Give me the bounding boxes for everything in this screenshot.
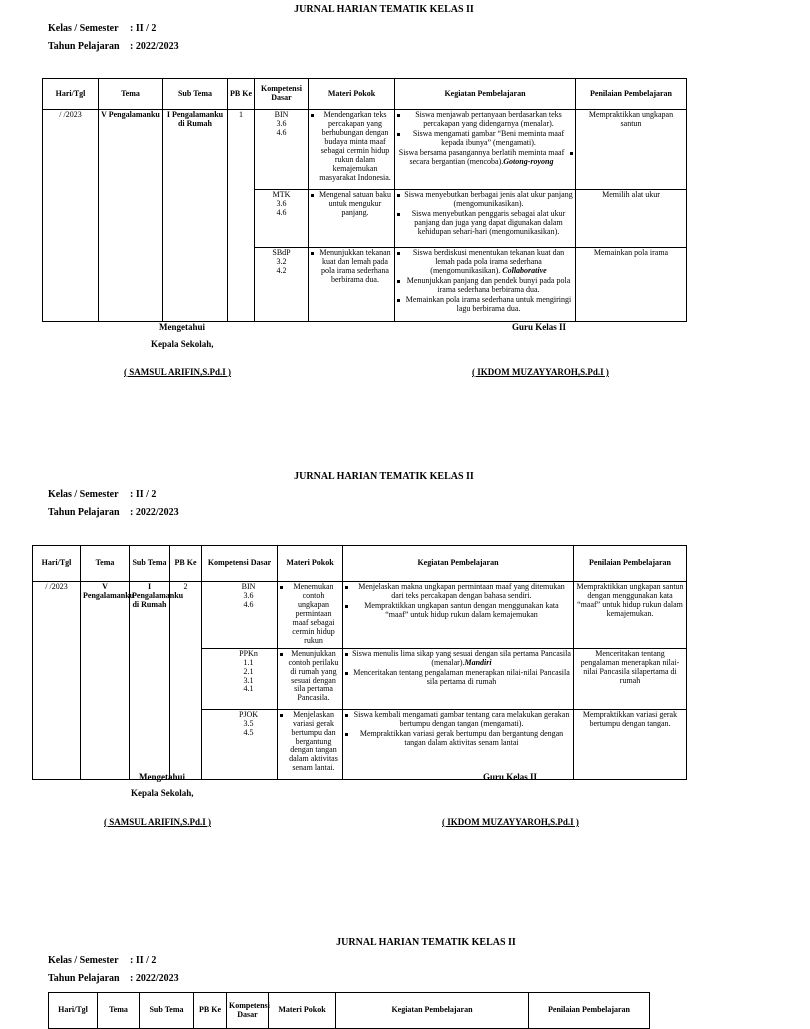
kepsek-name: ( SAMSUL ARIFIN,S.Pd.I ) <box>104 817 212 827</box>
kegiatan-item <box>397 277 573 295</box>
guru-kelas-label: Guru Kelas II <box>512 322 567 332</box>
cell-kegiatan <box>343 709 574 779</box>
kepala-sekolah-label: Kepala Sekolah, <box>131 788 194 798</box>
kegiatan-text: Siswa mengamati gambar “Beni meminta maaf kepada ibunya” (mengamati). <box>412 128 565 147</box>
kegiatan-text: Siswa menyebutkan berbagai jenis alat ukur panjang (mengomunikasikan). <box>404 190 573 208</box>
journal-1-title: JURNAL HARIAN TEMATIK KELAS II <box>294 4 474 15</box>
kegiatan-item <box>345 669 571 687</box>
cell-kd <box>255 190 309 248</box>
guru-name: ( IKDOM MUZAYYAROH,S.Pd.I ) <box>442 817 579 827</box>
header-kegiatan: Kegiatan Pembelajaran <box>395 79 576 110</box>
header-penilaian: Penilaian Pembelajaran <box>576 79 687 110</box>
kelas-label: Kelas / Semester <box>48 955 119 966</box>
kd-line: 3.6 <box>276 118 287 128</box>
cell-hari: / /2023 <box>43 110 99 322</box>
journal-1-tahun <box>48 41 179 52</box>
header-hari: Hari/Tgl <box>33 546 81 582</box>
cell-materi <box>309 248 395 322</box>
cell-kd <box>202 582 278 649</box>
kegiatan-item <box>397 191 573 209</box>
kegiatan-item <box>397 296 573 314</box>
kegiatan-item <box>397 249 573 276</box>
header-materi: Materi Pokok <box>269 993 336 1029</box>
kd-line: 3.6 <box>276 198 287 208</box>
header-pb: PB Ke <box>194 993 227 1029</box>
table-row <box>43 110 687 190</box>
header-materi: Materi Pokok <box>309 79 395 110</box>
header-kd: Kompetensi Dasar <box>202 546 278 582</box>
journal-3-table <box>48 992 650 1029</box>
table-header-row <box>43 79 687 110</box>
cell-tema: V Pengalamanku <box>81 582 130 780</box>
kegiatan-emphasis: Gotong-royong <box>503 156 554 166</box>
cell-kd <box>202 648 278 709</box>
journal-1-table <box>42 78 687 322</box>
cell-kegiatan <box>343 582 574 649</box>
tahun-label: Tahun Pelajaran <box>48 973 120 984</box>
cell-penilaian: Menceritakan tentang pengalaman menerapkan nilai-nilai Pancasila silapertama di rumah <box>574 648 687 709</box>
kelas-label: Kelas / Semester <box>48 23 119 34</box>
kd-line: PJOK <box>238 709 259 719</box>
kd-line: BIN <box>274 110 289 119</box>
materi-text: Menunjukkan tekanan kuat dan lemah pada pola irama sederhana berbirama dua. <box>311 249 392 285</box>
kegiatan-item <box>345 711 571 729</box>
cell-kegiatan <box>395 190 576 248</box>
cell-materi <box>278 709 343 779</box>
kd-line: 4.6 <box>243 599 254 609</box>
cell-materi <box>278 582 343 649</box>
kd-line: SBdP <box>272 248 291 257</box>
journal-1-kelas <box>48 23 156 34</box>
tahun-label: Tahun Pelajaran <box>48 41 120 52</box>
cell-penilaian: Mempraktikkan variasi gerak bertumpu dengan tangan. <box>574 709 687 779</box>
kelas-value: : II / 2 <box>130 955 157 966</box>
header-kd: Kompetensi Dasar <box>227 993 269 1029</box>
kd-line: 3.6 <box>243 590 254 600</box>
header-pb: PB Ke <box>170 546 202 582</box>
kegiatan-item <box>397 130 573 148</box>
cell-penilaian: Mempraktikkan ungkapan santun <box>576 110 687 190</box>
tahun-label: Tahun Pelajaran <box>48 507 120 518</box>
kegiatan-text: Siswa menjawab pertanyaan berdasarkan teks percakapan yang didengarnya (menalar). <box>415 110 562 128</box>
journal-2-title: JURNAL HARIAN TEMATIK KELAS II <box>294 471 474 482</box>
journal-2-tahun <box>48 507 179 518</box>
kd-line: 3.5 <box>243 718 254 728</box>
kegiatan-text: Menceritakan tentang pengalaman menerapkan nilai-nilai Pancasila sila pertama di rumah <box>353 667 570 686</box>
cell-materi <box>278 648 343 709</box>
cell-hari: / /2023 <box>33 582 81 780</box>
journal-3-tahun <box>48 973 179 984</box>
header-hari: Hari/Tgl <box>49 993 98 1029</box>
kegiatan-item <box>345 730 571 748</box>
header-penilaian: Penilaian Pembelajaran <box>529 993 650 1029</box>
materi-text: Menemukan contoh ungkapan permintaan maaf sebagai cermin hidup rukun <box>280 583 340 646</box>
cell-materi <box>309 190 395 248</box>
kd-line: 4.1 <box>243 684 254 694</box>
kegiatan-item <box>397 210 573 237</box>
cell-penilaian: Mempraktikkan ungkapan santun dengan menggunakan kata “maaf” untuk hidup rukun dalam kemajemukan. <box>574 582 687 649</box>
table-header-row <box>49 993 650 1029</box>
kd-line: MTK <box>272 190 291 199</box>
kegiatan-item <box>397 111 573 129</box>
kepala-sekolah-label: Kepala Sekolah, <box>151 339 214 349</box>
kegiatan-text: Siswa menyebutkan penggaris sebagai alat ukur panjang dan juga yang dapat digunakan dalam kehidupan sehari-hari (mengomunikasikan). <box>411 208 566 236</box>
header-kegiatan: Kegiatan Pembelajaran <box>343 546 574 582</box>
mengetahui-label: Mengetahui <box>159 322 205 332</box>
kepsek-name: ( SAMSUL ARIFIN,S.Pd.I ) <box>124 367 232 377</box>
guru-name: ( IKDOM MUZAYYAROH,S.Pd.I ) <box>472 367 609 377</box>
tahun-value: : 2022/2023 <box>130 41 179 52</box>
journal-2-table <box>32 545 687 780</box>
kd-line: 1.1 <box>243 657 254 667</box>
cell-penilaian: Memilih alat ukur <box>576 190 687 248</box>
kd-line: 3.2 <box>276 256 287 266</box>
kd-line: 3.1 <box>243 675 254 685</box>
cell-kd <box>255 110 309 190</box>
kd-line: PPKn <box>239 648 258 658</box>
kegiatan-text: Menunjukkan panjang dan pendek bunyi pada pola irama sederhana berbirama dua. <box>406 275 571 294</box>
kegiatan-text: Siswa bersama pasangannya berlatih meminta maaf secara bergantian (mencoba). <box>398 147 565 166</box>
cell-kd <box>255 248 309 322</box>
journal-2-kelas <box>48 489 156 500</box>
header-kegiatan: Kegiatan Pembelajaran <box>336 993 529 1029</box>
kelas-label: Kelas / Semester <box>48 489 119 500</box>
header-subtema: Sub Tema <box>163 79 228 110</box>
header-hari: Hari/Tgl <box>43 79 99 110</box>
header-subtema: Sub Tema <box>130 546 170 582</box>
cell-kegiatan <box>395 248 576 322</box>
kegiatan-text: Mempraktikkan ungkapan santun dengan menggunakan kata “maaf” untuk hidup rukun dalam kemajemukan <box>364 600 559 619</box>
cell-kegiatan <box>343 648 574 709</box>
cell-tema: V Pengalamanku <box>99 110 163 322</box>
header-tema: Tema <box>81 546 130 582</box>
table-row <box>33 582 687 649</box>
kd-line: 2.1 <box>243 666 254 676</box>
cell-penilaian: Memainkan pola irama <box>576 248 687 322</box>
cell-kd <box>202 709 278 779</box>
mengetahui-label: Mengetahui <box>139 772 185 782</box>
materi-text: Mengenal satuan baku untuk mengukur panjang. <box>311 191 392 218</box>
header-tema: Tema <box>98 993 140 1029</box>
header-kd: Kompetensi Dasar <box>255 79 309 110</box>
header-pb: PB Ke <box>228 79 255 110</box>
journal-3-title: JURNAL HARIAN TEMATIK KELAS II <box>336 937 516 948</box>
materi-text: Menjelaskan variasi gerak bertumpu dan bergantung dengan tangan dalam aktivitas senam lantai. <box>280 711 340 774</box>
cell-materi <box>309 110 395 190</box>
tahun-value: : 2022/2023 <box>130 973 179 984</box>
header-materi: Materi Pokok <box>278 546 343 582</box>
materi-text: Mendengarkan teks percakapan yang berhubungan dengan budaya minta maaf sebagai cermin hidup rukun dalam kemajemukan masyarakat Indonesia. <box>311 111 392 183</box>
cell-pb: 2 <box>170 582 202 780</box>
header-tema: Tema <box>99 79 163 110</box>
kd-line: 4.6 <box>276 207 287 217</box>
kegiatan-text: Siswa berdiskusi menentukan tekanan kuat dan lemah pada pola irama sederhana (mengomunikasikan). <box>412 248 565 275</box>
kelas-value: : II / 2 <box>130 489 157 500</box>
kegiatan-text: Memainkan pola irama sederhana untuk mengiringi lagu berbirama dua. <box>405 294 572 313</box>
materi-text: Menunjukkan contoh perilaku di rumah yang sesuai dengan sila pertama Pancasila. <box>280 650 340 704</box>
cell-kegiatan <box>395 110 576 190</box>
kegiatan-item <box>345 602 571 620</box>
kegiatan-emphasis: Mandiri <box>464 657 492 667</box>
kegiatan-text: Menjelaskan makna ungkapan permintaan maaf yang ditemukan dari teks percakapan dengan bahasa sendiri. <box>358 582 565 600</box>
cell-subtema: I Pengalamanku di Rumah <box>163 110 228 322</box>
kegiatan-item <box>345 650 571 668</box>
kd-line: BIN <box>241 582 256 591</box>
cell-subtema: I Pengalamanku di Rumah <box>130 582 170 780</box>
kd-line: 4.6 <box>276 127 287 137</box>
kd-line: 4.5 <box>243 727 254 737</box>
header-penilaian: Penilaian Pembelajaran <box>574 546 687 582</box>
cell-pb: 1 <box>228 110 255 322</box>
kegiatan-emphasis: Collaborative <box>502 265 547 275</box>
kegiatan-text: Siswa menulis lima sikap yang sesuai dengan sila pertama Pancasila (menalar). <box>352 648 571 667</box>
kegiatan-item <box>397 149 573 167</box>
guru-kelas-label: Guru Kelas II <box>483 772 538 782</box>
kd-line: 4.2 <box>276 265 287 275</box>
kegiatan-text: Siswa kembali mengamati gambar tentang cara melakukan gerakan bertumpu dengan tangan (mengamati). <box>353 709 570 728</box>
journal-3-kelas <box>48 955 156 966</box>
tahun-value: : 2022/2023 <box>130 507 179 518</box>
kegiatan-text: Mempraktikkan variasi gerak bertumpu dan bergantung dengan tangan dalam aktivitas senam lantai <box>359 728 564 747</box>
header-subtema: Sub Tema <box>140 993 194 1029</box>
table-header-row <box>33 546 687 582</box>
kegiatan-item <box>345 583 571 601</box>
kelas-value: : II / 2 <box>130 23 157 34</box>
